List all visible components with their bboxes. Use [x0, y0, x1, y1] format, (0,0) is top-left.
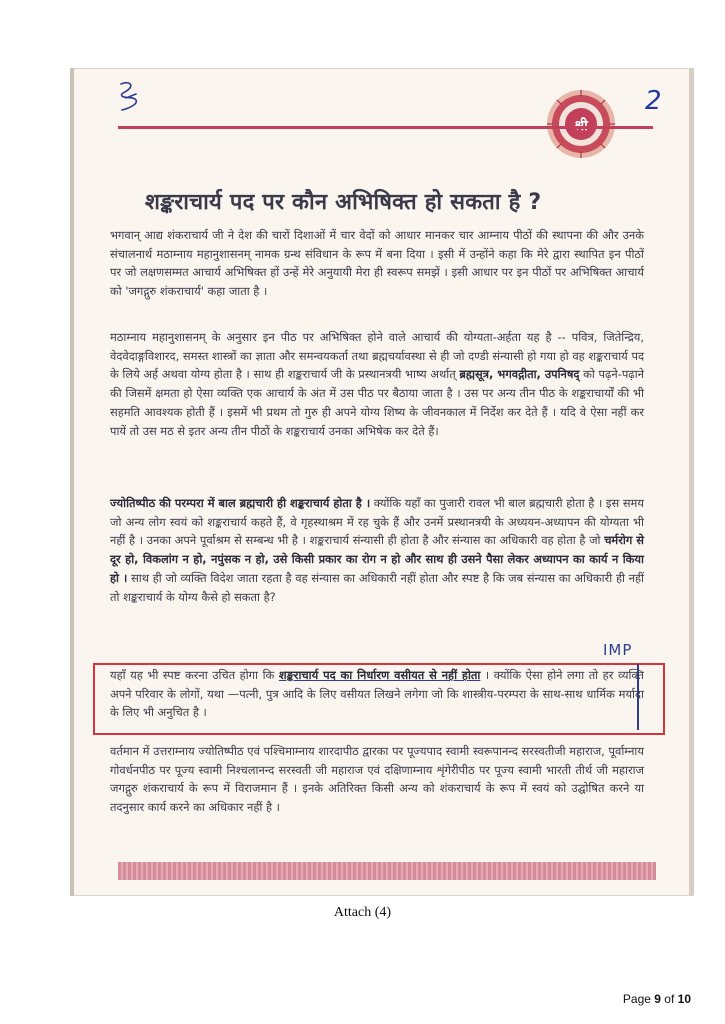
paragraph-2 [110, 328, 644, 440]
handwritten-mark-left [112, 80, 142, 114]
paragraph-4-text-a: यहाँ यह भी स्पष्ट करना उचित होगा कि [110, 668, 279, 682]
paragraph-5: वर्तमान में उत्तराम्नाय ज्योतिष्पीठ एवं पश्चिमाम्नाय शारदापीठ द्वारका पर पूज्यपाद स्वामी स्वरूपानन्द सरस्वतीजी महाराज, पूर्वाम्नाय गोवर्धनपीठ पर पूज्य स्वामी निश्चलानन्द सरस्वती जी महाराज एवं दक्षिणाम्नाय शृंगेरीपीठ पर पूज्य स्वामी भारती तीर्थ जी महाराज जगद्गुरु शंकराचार्य के रूप में विराजमान हैं । इनके अतिरिक्त किसी अन्य को शंकराचार्य के रूप में स्वयं को उद्घोषित करने या तदनुसार कार्य करने का अधिकार नहीं है । [110, 744, 644, 815]
paragraph-4-text-c: । क्योंकि ऐसा होने लगा तो हर व्यक्ति अपने परिवार के लोगों, यथा —पत्नी, पुत्र आदि के लिए वसीयत लिखने लगेगा जो कि शास्त्रीय-परम्परा के साथ-साथ धार्मिक मर्यादा के लिए भी अनुचित है । [110, 668, 644, 720]
paragraph-3-text-b: क्योंकि यहाँ का पुजारी रावल भी बाल ब्रह्मचारी होता है । इस समय जो अन्य लोग स्वयं को शङ्कराचार्य कहते हैं, वे गृहस्थाश्रम में रह चुके हैं और उनमें प्रस्थानत्रयी के अध्ययन-अध्यापन की योग्यता भी नहीं है । उनका अपने पूर्वाश्रम से सम्बन्ध भी है । शङ्कराचार्य संन्यासी ही होता है और संन्यास का अधिकारी वह होता है जो [110, 496, 644, 548]
page-title: शङ्कराचार्य पद पर कौन अभिषिक्त हो सकता है ? [145, 190, 542, 215]
page-number-total: 10 [677, 992, 691, 1006]
paragraph-4-bold-underlined: शङ्कराचार्य पद का निर्धारण वसीयत से नहीं होता [278, 668, 481, 682]
paragraph-3-bold-lead: ज्योतिष्पीठ की परम्परा में बाल ब्रह्मचारी ही शङ्कराचार्य होता है । [110, 496, 371, 510]
paragraph-4 [110, 666, 644, 722]
page-number-middle: of [660, 992, 678, 1006]
attachment-caption: Attach (4) [333, 905, 392, 920]
paragraph-3-text-d: साथ ही जो व्यक्ति विदेश जाता रहता है वह संन्यास का अधिकारी नहीं होता और स्पष्ट है कि जब संन्यास का अधिकारी ही नहीं तो शङ्कराचार्य के योग्य कैसे हो सकता है? [110, 570, 644, 604]
paragraph-3 [110, 494, 644, 606]
paragraph-2-bold: ब्रह्मसूत्र, भगवद्गीता, उपनिषद् [459, 367, 580, 382]
paragraph-2-text-c: को पढ़ने-पढ़ाने की जिसमें क्षमता हो ऐसा व्यक्ति एक आचार्य के अंत में उस पीठ पर बैठाया जाता है । उस पर अन्य तीन पीठ के शङ्कराचार्यों की भी सहमति आवश्यक होती हैं । इसमें भी प्रथम तो गुरु ही अपने योग्य शिष्य के जीवनकाल में निर्देश कर देते हैं । यदि वे ऐसा नहीं कर पायें तो उस मठ से इतर अन्य तीन पीठों के शङ्कराचार्य उनका अभिषेक कर देते हैं। [110, 367, 644, 438]
handwritten-imp-note: IMP [603, 641, 633, 659]
handwritten-number-right: 2 [645, 86, 662, 116]
header-rule [118, 126, 653, 129]
page-right-edge [689, 68, 694, 896]
page-number-current: 9 [654, 992, 661, 1006]
paragraph-2-text-a: मठाम्नाय महानुशासनम् के अनुसार इन पीठ पर अभिषिक्त होने वाले आचार्य की योग्यता-अर्हता यह है -- पवित्र, जितेन्द्रिय, वेदवेदाङ्गविशारद, समस्त शास्त्रों का ज्ञाता और समन्वयकर्ता तथा ब्रह्मचर्यावस्था से ही जो दण्डी संन्यासी हो गया हो वह शङ्कराचार्य पद के लिये अर्ह अथवा योग्य होता है । साथ ही शङ्कराचार्य जी के प्रस्थानत्रयी भाष्य अर्थात् [110, 330, 644, 382]
page-left-edge [70, 68, 74, 896]
page-number-prefix: Page [622, 992, 655, 1006]
paragraph-3-bold-conditions: चर्मरोग से दूर हो, विकलांग न हो, नपुंसक न हो, उसे किसी प्रकार का रोग न हो और साथ ही उसने पैसा लेकर अध्यापन का कार्य न किया हो । [110, 533, 644, 585]
page-number [623, 992, 691, 1006]
seal-emblem-icon [545, 88, 617, 160]
paragraph-1: भगवान् आद्य शंकराचार्य जी ने देश की चारों दिशाओं में चार वेदों को आधार मानकर चार आम्नाय पीठों की स्थापना की और उनके संचालनार्थ मठाम्नाय महानुशासनम् नामक ग्रन्थ संविधान के रूप में बना दिया । इसी में उन्होंने कहा कि मेरे द्वारा स्थापित इन पीठों पर जो लक्षणसम्मत आचार्य अभिषिक्त हों उन्हें मेरे अनुयायी मेरा ही स्वरूप समझें । इसी आधार पर इन पीठों पर अभिषिक्त आचार्य को 'जगद्गुरु शंकराचार्य' कहा जाता है । [110, 228, 644, 299]
footer-decorative-bar [118, 862, 656, 880]
